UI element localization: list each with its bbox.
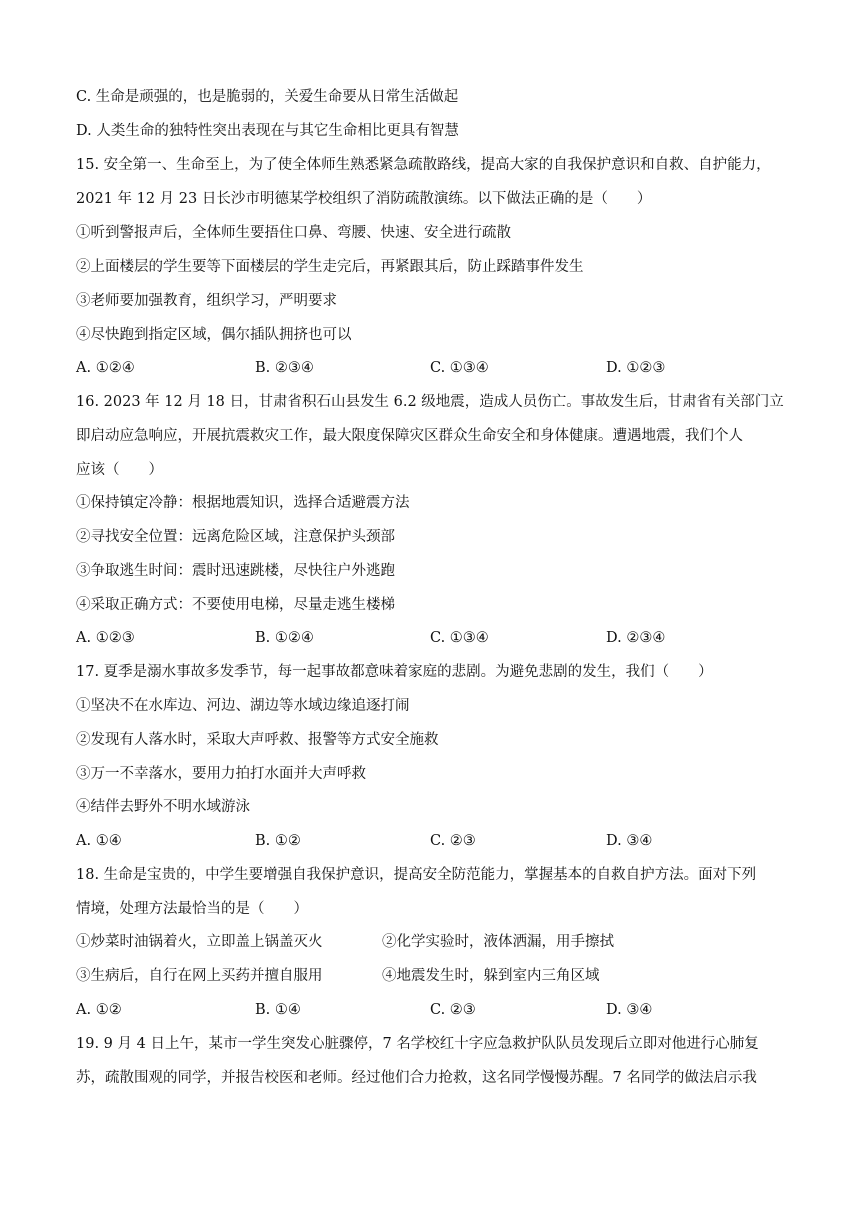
q18-option-a: A. ①②	[76, 1002, 122, 1018]
q17-item-3: ③万一不幸落水，要用力拍打水面并大声呼救	[76, 766, 366, 782]
q19-stem-line1: 19. 9 月 4 日上午，某市一学生突发心脏骤停，7 名学校红十字应急救护队队员发现后立即对他进行心肺复	[76, 1036, 759, 1052]
q17-option-a: A. ①④	[76, 833, 122, 849]
q16-item-1: ①保持镇定冷静：根据地震知识，选择合适避震方法	[76, 495, 410, 511]
q18-item-4: ④地震发生时，躲到室内三角区域	[382, 968, 600, 984]
q18-option-d: D. ③④	[606, 1002, 653, 1018]
q17-item-4: ④结伴去野外不明水域游泳	[76, 799, 250, 815]
q15-item-2: ②上面楼层的学生要等下面楼层的学生走完后，再紧跟其后，防止踩踏事件发生	[76, 259, 584, 275]
q16-stem-line3: 应该（ ）	[76, 462, 163, 478]
q15-item-1: ①听到警报声后，全体师生要捂住口鼻、弯腰、快速、安全进行疏散	[76, 225, 511, 241]
q15-option-b: B. ②③④	[255, 360, 314, 376]
q18-item-2: ②化学实验时，液体洒漏，用手擦拭	[382, 934, 614, 950]
q15-item-3: ③老师要加强教育，组织学习，严明要求	[76, 293, 337, 309]
q15-option-d: D. ①②③	[606, 360, 666, 376]
q17-option-b: B. ①②	[255, 833, 301, 849]
q18-item-1: ①炒菜时油锅着火，立即盖上锅盖灭火	[76, 934, 323, 950]
q16-stem-line2: 即启动应急响应，开展抗震救灾工作，最大限度保障灾区群众生命安全和身体健康。遭遇地震，我们个人	[76, 428, 743, 444]
prev-option-c: C. 生命是顽强的，也是脆弱的，关爱生命要从日常生活做起	[76, 89, 459, 105]
q15-stem-line1: 15. 安全第一、生命至上，为了使全体师生熟悉紧急疏散路线，提高大家的自我保护意识和自救、自护能力，	[76, 157, 771, 173]
q17-item-1: ①坚决不在水库边、河边、湖边等水域边缘追逐打闹	[76, 698, 410, 714]
q18-option-b: B. ①④	[255, 1002, 301, 1018]
q17-option-c: C. ②③	[430, 833, 476, 849]
q17-stem-line1: 17. 夏季是溺水事故多发季节，每一起事故都意味着家庭的悲剧。为避免悲剧的发生，我们（ ）	[76, 664, 713, 680]
q18-item-3: ③生病后，自行在网上买药并擅自服用	[76, 968, 323, 984]
q18-stem-line1: 18. 生命是宝贵的，中学生要增强自我保护意识，提高安全防范能力，掌握基本的自救自护方法。面对下列	[76, 867, 757, 883]
q16-option-a: A. ①②③	[76, 630, 135, 646]
q17-item-2: ②发现有人落水时，采取大声呼救、报警等方式安全施救	[76, 732, 439, 748]
q16-stem-line1: 16. 2023 年 12 月 18 日，甘肃省积石山县发生 6.2 级地震，造成人员伤亡。事故发生后，甘肃省有关部门立	[76, 394, 784, 410]
q15-item-4: ④尽快跑到指定区域，偶尔插队拥挤也可以	[76, 327, 352, 343]
q18-stem-line2: 情境，处理方法最恰当的是（ ）	[76, 901, 308, 917]
q16-item-3: ③争取逃生时间：震时迅速跳楼，尽快往户外逃跑	[76, 563, 395, 579]
q18-option-c: C. ②③	[430, 1002, 476, 1018]
q16-option-c: C. ①③④	[430, 630, 489, 646]
q15-option-c: C. ①③④	[430, 360, 489, 376]
q16-option-b: B. ①②④	[255, 630, 314, 646]
q16-item-4: ④采取正确方式：不要使用电梯，尽量走逃生楼梯	[76, 597, 395, 613]
q15-option-a: A. ①②④	[76, 360, 135, 376]
q16-option-d: D. ②③④	[606, 630, 666, 646]
q17-option-d: D. ③④	[606, 833, 653, 849]
q16-item-2: ②寻找安全位置：远离危险区域，注意保护头颈部	[76, 529, 395, 545]
prev-option-d: D. 人类生命的独特性突出表现在与其它生命相比更具有智慧	[76, 123, 459, 139]
q19-stem-line2: 苏，疏散围观的同学，并报告校医和老师。经过他们合力抢救，这名同学慢慢苏醒。7 名同学的做法启示我	[76, 1070, 757, 1086]
q15-stem-line2: 2021 年 12 月 23 日长沙市明德某学校组织了消防疏散演练。以下做法正确的是（ ）	[76, 191, 652, 207]
